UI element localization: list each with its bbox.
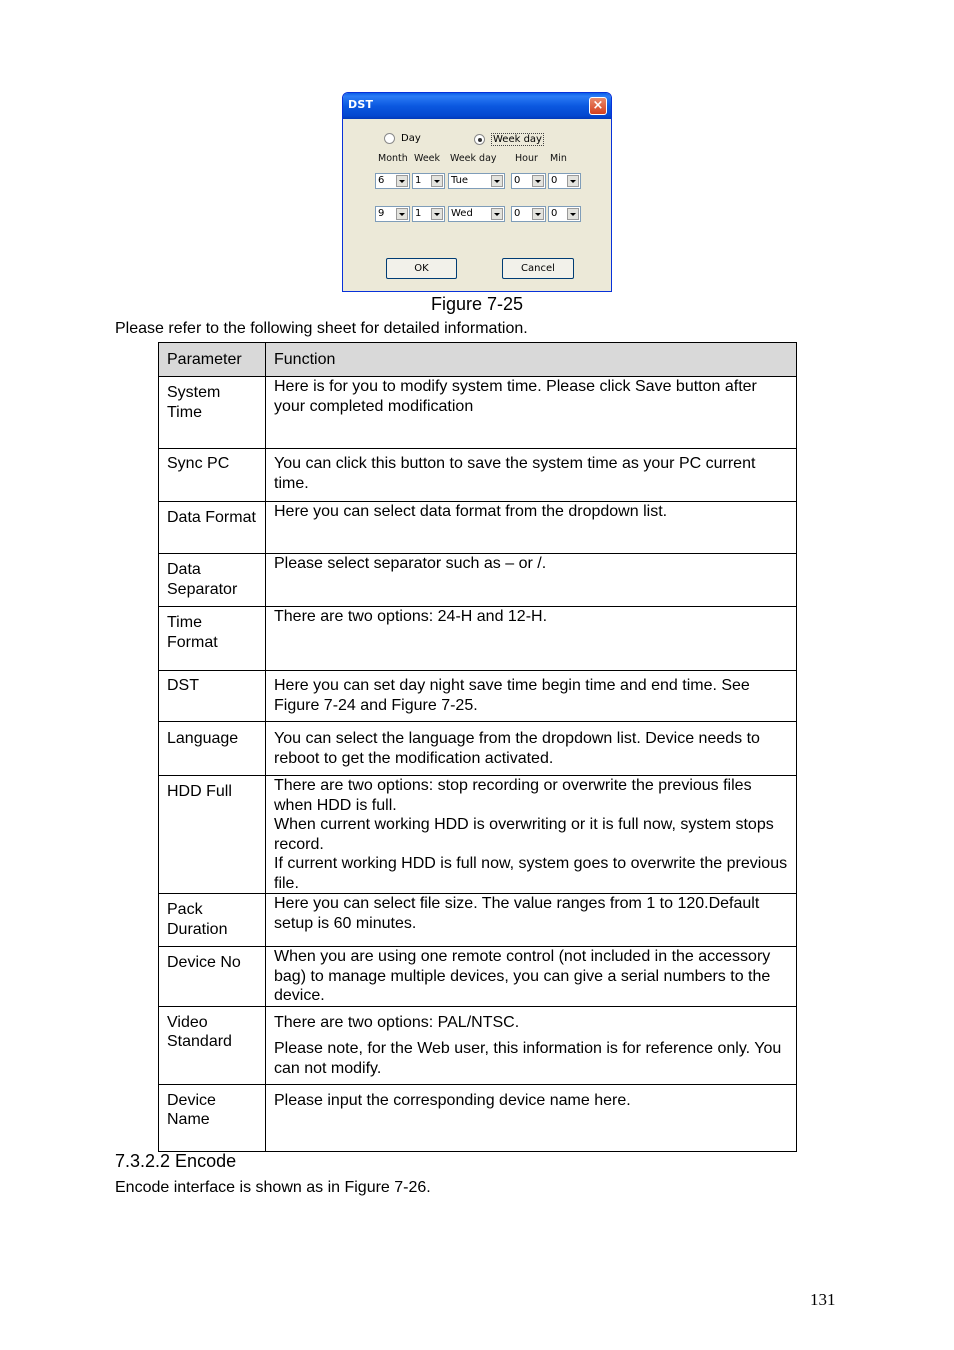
header-function: Function: [266, 343, 797, 377]
table-header-row: [159, 343, 797, 377]
dst-dialog: [342, 92, 612, 292]
table-row: [159, 607, 797, 671]
chevron-down-icon: [532, 175, 544, 187]
function-cell: [266, 607, 797, 671]
close-icon[interactable]: ×: [589, 97, 607, 115]
function-cell: [266, 449, 797, 502]
chevron-down-icon: [431, 208, 443, 220]
radio-day-label: Day: [401, 133, 421, 144]
function-text: Here you can set day night save time begin time and end time. See Figure 7-24 and Figure 7-25.: [274, 677, 750, 714]
end-hour-value: 0: [514, 208, 521, 219]
chevron-down-icon: [532, 208, 544, 220]
param-cell: Pack Duration: [159, 894, 266, 947]
param-cell: Device Name: [159, 1084, 266, 1151]
radio-checked-icon: [474, 134, 485, 145]
function-cell: [266, 1084, 797, 1151]
function-cell: [266, 671, 797, 722]
chevron-down-icon: [396, 175, 408, 187]
function-text: When current working HDD is overwriting or it is full now, system stops record.: [274, 816, 774, 853]
dialog-body: [346, 119, 608, 288]
table-row: [159, 894, 797, 947]
start-week-value: 1: [415, 175, 422, 186]
end-min-value: 0: [551, 208, 558, 219]
table-row: [159, 554, 797, 607]
function-text: Here you can select data format from the dropdown list.: [274, 503, 668, 520]
function-cell: [266, 722, 797, 776]
end-month-value: 9: [378, 208, 385, 219]
table-row: [159, 1084, 797, 1151]
start-hour-select[interactable]: [511, 173, 546, 189]
parameter-table: [158, 342, 797, 1152]
function-text: When you are using one remote control (not included in the accessory bag) to manage multiple devices, you can give a serial numbers to the device.: [274, 948, 771, 1004]
end-week-value: 1: [415, 208, 422, 219]
param-cell: Data Separator: [159, 554, 266, 607]
param-cell: Device No: [159, 947, 266, 1007]
dialog-title-bar[interactable]: [343, 93, 611, 119]
end-month-select[interactable]: [375, 206, 410, 222]
function-text: You can select the language from the dropdown list. Device needs to reboot to get the modification activated.: [274, 730, 760, 767]
section-text: Encode interface is shown as in Figure 7-26.: [115, 1179, 431, 1196]
page-number: 131: [810, 1290, 836, 1309]
cancel-button[interactable]: Cancel: [502, 258, 574, 279]
function-text: If current working HDD is full now, system goes to overwrite the previous file.: [274, 855, 788, 892]
function-text: Please input the corresponding device name here.: [274, 1091, 631, 1109]
function-cell: [266, 1006, 797, 1084]
start-month-select[interactable]: [375, 173, 410, 189]
start-min-value: 0: [551, 175, 558, 186]
function-text: Please note, for the Web user, this information is for reference only. You can not modify.: [274, 1040, 782, 1077]
radio-circle-icon: [384, 133, 395, 144]
end-weekday-value: Wed: [451, 208, 473, 219]
function-cell: [266, 947, 797, 1007]
figure-caption: Figure 7-25: [430, 294, 524, 314]
function-text: Here you can select file size. The value ranges from 1 to 120.Default setup is 60 minutes.: [274, 895, 760, 932]
start-weekday-select[interactable]: [448, 173, 505, 189]
chevron-down-icon: [396, 208, 408, 220]
param-cell: DST: [159, 671, 266, 722]
param-cell: HDD Full: [159, 776, 266, 894]
function-text: Here is for you to modify system time. Please click Save button after your completed modification: [274, 378, 757, 415]
dialog-title: DST: [348, 98, 374, 111]
header-month: Month: [378, 153, 408, 164]
param-cell: Language: [159, 722, 266, 776]
header-min: Min: [550, 153, 567, 164]
chevron-down-icon: [567, 175, 579, 187]
intro-text: Please refer to the following sheet for detailed information.: [115, 320, 528, 337]
header-week: Week: [414, 153, 441, 164]
table-row: [159, 671, 797, 722]
function-cell: [266, 502, 797, 554]
param-cell: Sync PC: [159, 449, 266, 502]
start-weekday-value: Tue: [451, 175, 469, 186]
table-row: [159, 722, 797, 776]
param-cell: Video Standard: [159, 1006, 266, 1084]
function-text: There are two options: 24-H and 12-H.: [274, 608, 548, 625]
ok-button[interactable]: OK: [386, 258, 457, 279]
param-cell: Time Format: [159, 607, 266, 671]
function-text: There are two options: PAL/NTSC.: [274, 1013, 520, 1031]
table-row: [159, 377, 797, 449]
end-weekday-select[interactable]: [448, 206, 505, 222]
section-heading: 7.3.2.2 Encode: [115, 1151, 237, 1171]
function-text: You can click this button to save the system time as your PC current time.: [274, 455, 756, 492]
function-cell: [266, 554, 797, 607]
table-row: [159, 1006, 797, 1084]
start-min-select[interactable]: [548, 173, 581, 189]
radio-week-day-label: Week day: [493, 134, 542, 145]
end-hour-select[interactable]: [511, 206, 546, 222]
radio-day[interactable]: [384, 133, 421, 144]
start-week-select[interactable]: [412, 173, 445, 189]
function-text: There are two options: stop recording or overwrite the previous files when HDD is full.: [274, 777, 752, 814]
radio-week-day[interactable]: [474, 133, 544, 146]
start-month-value: 6: [378, 175, 385, 186]
chevron-down-icon: [567, 208, 579, 220]
chevron-down-icon: [431, 175, 443, 187]
table-row: [159, 776, 797, 894]
function-cell: [266, 377, 797, 449]
header-week-day: Week day: [450, 153, 497, 164]
param-cell: System Time: [159, 377, 266, 449]
function-cell: [266, 776, 797, 894]
header-parameter: Parameter: [159, 343, 266, 377]
end-week-select[interactable]: [412, 206, 445, 222]
table-row: [159, 947, 797, 1007]
chevron-down-icon: [491, 208, 503, 220]
table-row: [159, 449, 797, 502]
function-text: Please select separator such as – or /.: [274, 555, 547, 572]
param-cell: Data Format: [159, 502, 266, 554]
chevron-down-icon: [491, 175, 503, 187]
function-cell: [266, 894, 797, 947]
start-hour-value: 0: [514, 175, 521, 186]
header-hour: Hour: [515, 153, 538, 164]
table-row: [159, 502, 797, 554]
end-min-select[interactable]: [548, 206, 581, 222]
